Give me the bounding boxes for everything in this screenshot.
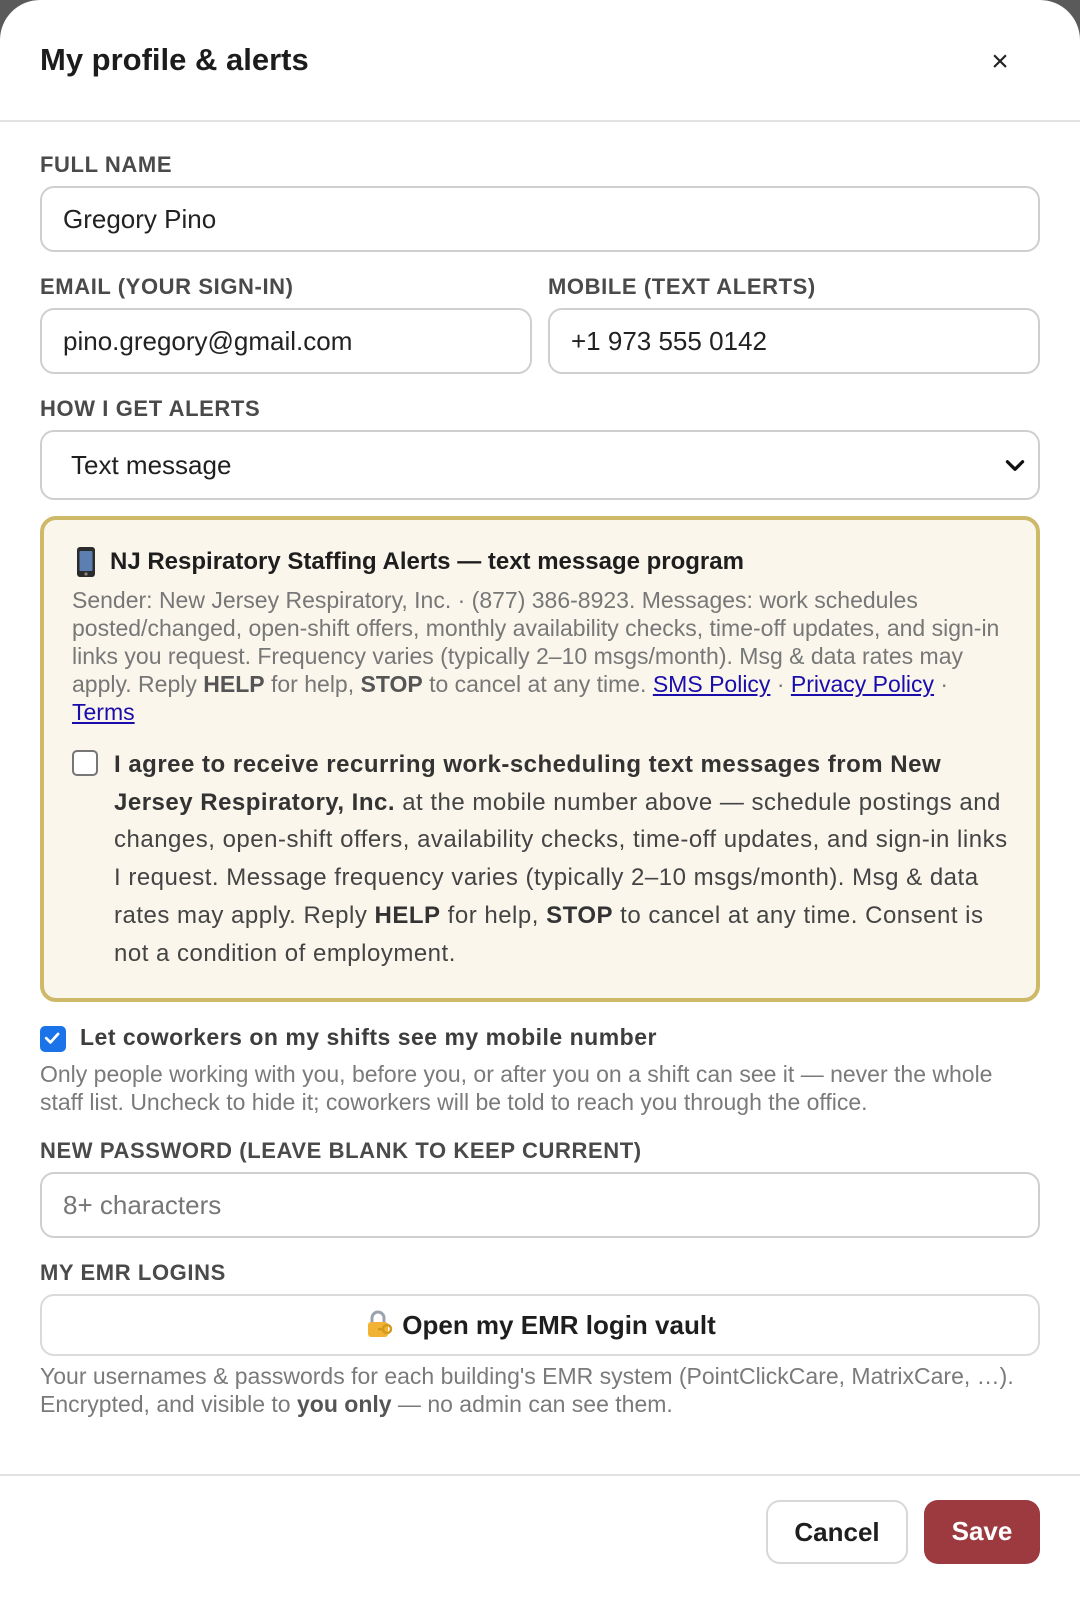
privacy-policy-link[interactable]: Privacy Policy (790, 671, 935, 697)
sms-policy-link[interactable]: SMS Policy (652, 671, 771, 697)
save-button[interactable]: Save (924, 1500, 1040, 1564)
alerts-select[interactable] (40, 430, 1040, 500)
emr-logins-label: MY EMR LOGINS (40, 1260, 226, 1285)
sms-program-title-text: NJ Respiratory Staffing Alerts — text message program (110, 548, 744, 575)
consent-bold-text: I agree to receive recurring work-scheduling text messages from New Jersey Respiratory, Inc. (114, 751, 942, 816)
footer-divider (0, 1474, 1080, 1476)
emr-hint-part: — no admin can see them. (391, 1391, 673, 1417)
mobile-input[interactable]: +1 973 555 0142 (548, 308, 1040, 374)
cancel-button[interactable]: Cancel (766, 1500, 908, 1564)
help-keyword: HELP (203, 671, 265, 697)
sms-program-title (74, 546, 744, 578)
emr-hint (40, 1362, 1040, 1418)
modal-header (0, 0, 1080, 122)
help-keyword: HELP (374, 901, 441, 929)
password-label: NEW PASSWORD (LEAVE BLANK TO KEEP CURRENT) (40, 1138, 642, 1163)
consent-text-part: at the mobile number above — schedule postings and changes, open-shift offers, availability checks, time-off updates, and sign-in links I request. Message frequency varies (typically 2–10 msgs/month). Msg & data rates may apply. Reply (114, 788, 1008, 929)
stop-keyword: STOP (546, 901, 613, 929)
checkmark-icon (42, 1028, 64, 1050)
new-password-input[interactable]: 8+ characters (40, 1172, 1040, 1238)
sms-desc-part: Sender: New Jersey Respiratory, Inc. · (877) 386-8923. Messages: work schedules posted/changed, open-shift offers, monthly availability checks, time-off updates, and sign-in links you request. Frequency varies (typically 2–10 msgs/month). Msg & data rates may apply. Reply (72, 587, 1000, 697)
alerts-select-value: Text message (71, 450, 232, 480)
stop-keyword: STOP (360, 671, 423, 697)
mobile-phone-icon (74, 546, 98, 578)
sms-program-description (72, 586, 1012, 726)
coworkers-visibility-label[interactable]: Let coworkers on my shifts see my mobile number (80, 1024, 657, 1050)
mobile-label: MOBILE (TEXT ALERTS) (548, 274, 816, 299)
close-icon[interactable]: × (991, 45, 1009, 78)
modal-title: My profile & alerts (40, 42, 309, 77)
open-emr-vault-button[interactable] (40, 1294, 1040, 1356)
full-name-label: FULL NAME (40, 152, 173, 177)
terms-link[interactable]: Terms (72, 699, 135, 725)
consent-text-part: for help, (440, 901, 547, 929)
emr-hint-part: Your usernames & passwords for each building's EMR system (PointClickCare, MatrixCare, …). Encrypted, and visible to (40, 1363, 1014, 1417)
sms-consent-text[interactable] (114, 746, 1019, 972)
link-separator: · (770, 671, 791, 697)
lock-with-key-icon (364, 1309, 394, 1339)
sms-consent-checkbox[interactable] (72, 750, 98, 776)
chevron-down-icon (1002, 452, 1028, 478)
coworkers-visibility-checkbox[interactable] (40, 1026, 66, 1052)
consent-text-part: to cancel at any time. Consent is not a condition of employment. (114, 901, 984, 967)
full-name-input[interactable]: Gregory Pino (40, 186, 1040, 252)
open-emr-vault-label: Open my EMR login vault (402, 1310, 716, 1340)
emr-hint-bold: you only (296, 1391, 392, 1417)
alerts-label: HOW I GET ALERTS (40, 396, 261, 421)
coworkers-visibility-hint: Only people working with you, before you, or after you on a shift can see it — never the whole staff list. Uncheck to hide it; coworkers will be told to reach you through the office. (40, 1061, 993, 1115)
email-label: EMAIL (YOUR SIGN-IN) (40, 274, 294, 299)
sms-program-box (40, 516, 1040, 1002)
sms-desc-part: for help, (264, 671, 361, 697)
email-input[interactable]: pino.gregory@gmail.com (40, 308, 532, 374)
link-separator: · (934, 671, 949, 697)
sms-desc-part: to cancel at any time. (422, 671, 653, 697)
